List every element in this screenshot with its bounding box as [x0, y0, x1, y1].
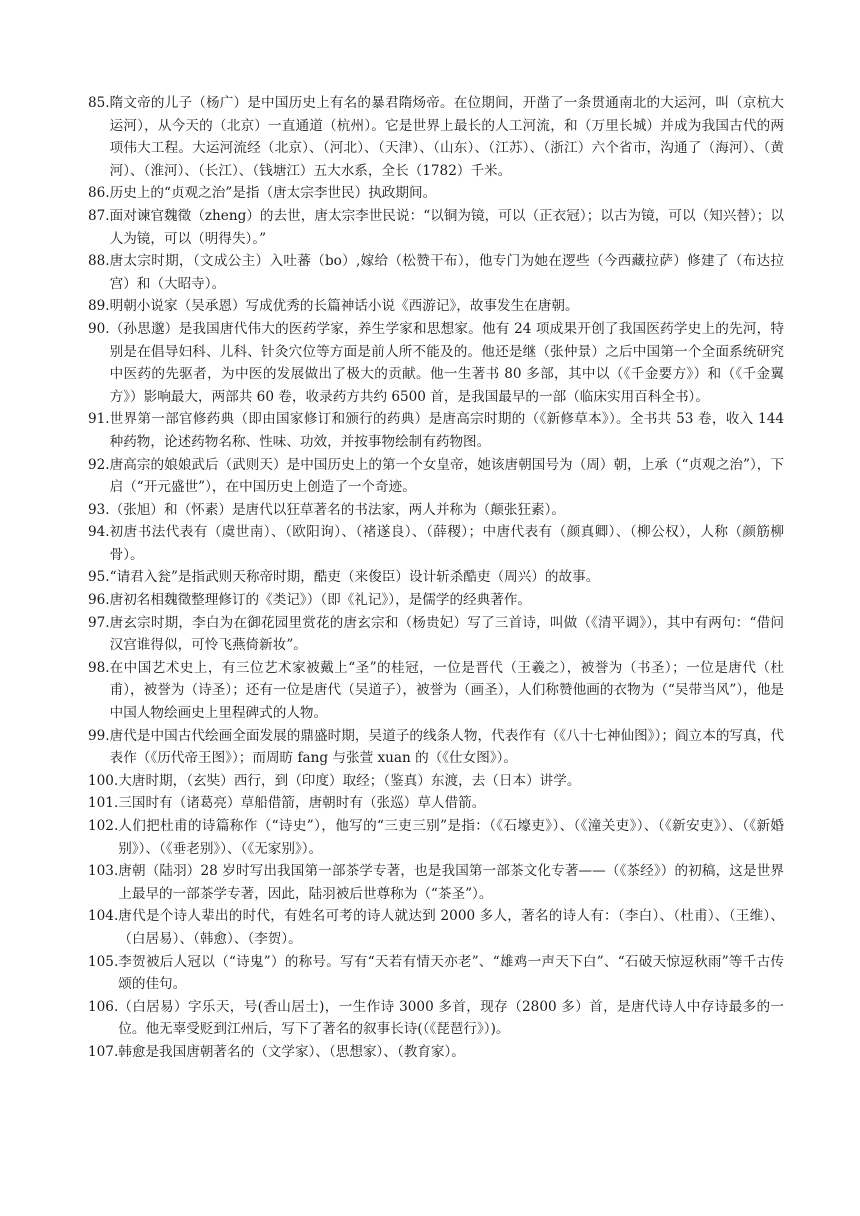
list-item	[88, 725, 784, 770]
item-number: 86.	[88, 185, 110, 202]
item-text: 唐高宗的娘娘武后（武则天）是中国历史上的第一个女皇帝，她该唐朝国号为（周）朝，上承（“贞观之治”），下启（“开元盛世”），在中国历史上创造了一个奇迹。	[109, 456, 784, 496]
document-page	[88, 92, 784, 1064]
item-number: 85.	[88, 95, 110, 111]
list-item	[88, 657, 784, 725]
list-item	[88, 250, 784, 295]
item-number: 101.	[88, 795, 119, 812]
item-text: “请君入瓮”是指武则天称帝时期，酷吏（来俊臣）设计斩杀酷吏（周兴）的故事。	[109, 569, 600, 586]
item-text: 人们把杜甫的诗篇称作（“诗史”），他写的“三吏三别”是指：（《石壕吏》）、（《潼关吏》）、（《新安吏》）、（《新婚别》）、（《垂老别》）、（《无家别》）。	[118, 818, 784, 857]
list-item	[88, 996, 784, 1041]
list-item	[88, 205, 784, 250]
list-item	[88, 182, 784, 205]
item-text: 历史上的“贞观之治”是指（唐太宗李世民）执政期间。	[109, 185, 437, 202]
list-item	[88, 770, 784, 793]
list-item	[88, 408, 784, 453]
item-number: 90.	[88, 320, 110, 337]
item-text: （张旭）和（怀素）是唐代以狂草著名的书法家，两人并称为（颠张狂素）。	[109, 501, 566, 518]
list-item	[88, 92, 784, 182]
item-number: 97.	[88, 614, 110, 631]
item-number: 94.	[88, 524, 110, 541]
item-text: 面对谏官魏徵（zheng）的去世，唐太宗李世民说：“以铜为镜，可以（正衣冠）；以古为镜，可以（知兴替）；以人为镜，可以（明得失）。”	[109, 207, 784, 247]
item-text: 唐代是中国古代绘画全面发展的鼎盛时期，吴道子的线条人物，代表作有（《八十七神仙图》）；阎立本的写真，代表作（《历代帝王图》）；而周昉 fang 与张萱 xuan 的（《仕女图》）。	[109, 727, 784, 767]
item-number: 93.	[88, 501, 110, 518]
item-text: （孙思邈）是我国唐代伟大的医药学家，养生学家和思想家。他有 24 项成果开创了我国医药学史上的先河，特别是在倡导妇科、儿科、针灸穴位等方面是前人所不能及的。他还是继（张仲景）之后中国第一个全面系统研究中医药的先驱者，为中医的发展做出了极大的贡献。他一生著书 80 多部，其中以（《千金要方》）和（《千金翼方》）影响最大，两部共 60 卷，收录药方共约 6500 首，是我国最早的一部（临床实用百科全书）。	[109, 320, 784, 405]
item-number: 99.	[88, 727, 110, 744]
item-text: 唐太宗时期，（文成公主）入吐蕃（bo）,嫁给（松赞干布），他专门为她在逻些（今西藏拉萨）修建了（布达拉宫）和（大昭寺）。	[109, 253, 784, 292]
list-item	[88, 499, 784, 522]
item-number: 103.	[88, 863, 119, 880]
list-item	[88, 454, 784, 499]
item-number: 88.	[88, 253, 110, 270]
item-number: 98.	[88, 659, 110, 676]
item-number: 95.	[88, 569, 110, 586]
list-item	[88, 1041, 784, 1064]
item-number: 87.	[88, 207, 110, 224]
item-number: 91.	[88, 411, 110, 428]
list-item	[88, 815, 784, 860]
item-text: 李贺被后人冠以（“诗鬼”）的称号。写有“天若有情天亦老”、“雄鸡一声天下白”、“石破天惊逗秋雨”等千古传颂的佳句。	[118, 953, 784, 993]
list-item	[88, 566, 784, 589]
list-item	[88, 295, 784, 318]
item-text: 在中国艺术史上，有三位艺术家被戴上“圣”的桂冠，一位是晋代（王羲之），被誉为（书圣）；一位是唐代（杜甫），被誉为（诗圣）；还有一位是唐代（吴道子），被誉为（画圣），人们称赞他画的衣物为（“吴带当风”），他是中国人物绘画史上里程碑式的人物。	[109, 659, 784, 722]
item-text: 隋文帝的儿子（杨广）是中国历史上有名的暴君隋炀帝。在位期间，开凿了一条贯通南北的大运河，叫（京杭大运河），从今天的（北京）一直通道（杭州）。它是世界上最长的人工河流，和（万里长城）并成为我国古代的两项伟大工程。大运河流经（北京）、（河北）、（天津）、（山东）、（江苏）、（浙江）六个省市，沟通了（海河）、（黄河）、（淮河）、（长江）、（钱塘江）五大水系，全长（1782）千米。	[109, 95, 784, 179]
list-item	[88, 612, 784, 657]
item-text: 唐代是个诗人辈出的时代，有姓名可考的诗人就达到 2000 多人，著名的诗人有：（李白）、（杜甫）、（王维）、（白居易）、（韩愈）、（李贺）。	[118, 908, 784, 947]
item-number: 89.	[88, 298, 110, 315]
item-number: 107.	[88, 1043, 119, 1060]
item-text: 大唐时期，（玄奘）西行，到（印度）取经；（鉴真）东渡，去（日本）讲学。	[118, 772, 581, 789]
item-text: 唐朝（陆羽）28 岁时写出我国第一部茶学专著，也是我国第一部茶文化专著——（《茶经》）的初稿，这是世界上最早的一部茶学专著，因此，陆羽被后世尊称为（“茶圣”）。	[118, 863, 784, 902]
list-item	[88, 521, 784, 566]
item-number: 104.	[88, 908, 119, 925]
item-text: 初唐书法代表有（虞世南）、（欧阳询）、（褚遂良）、（薛稷）；中唐代表有（颜真卿）、（柳公权），人称（颜筋柳骨）。	[109, 524, 784, 563]
item-number: 102.	[88, 818, 119, 834]
item-text: 明朝小说家（吴承恩）写成优秀的长篇神话小说《西游记》，故事发生在唐朝。	[109, 298, 579, 315]
item-number: 105.	[88, 953, 119, 970]
item-text: 三国时有（诸葛亮）草船借箭，唐朝时有（张巡）草人借箭。	[118, 795, 486, 812]
item-number: 92.	[88, 456, 110, 473]
list-item	[88, 951, 784, 996]
list-item	[88, 905, 784, 950]
item-text: 世界第一部官修药典（即由国家修订和颁行的药典）是唐高宗时期的（《新修草本》）。全书共 53 卷，收入 144 种药物，论述药物名称、性味、功效，并按事物绘制有药物图。	[109, 411, 784, 450]
list-item	[88, 318, 784, 408]
item-text: 唐初名相魏徵整理修订的《类记》）（即《礼记》），是儒学的经典著作。	[109, 592, 532, 609]
item-number: 106.	[88, 998, 119, 1015]
list-item	[88, 860, 784, 905]
item-number: 100.	[88, 772, 119, 789]
item-text: 韩愈是我国唐朝著名的（文学家）、（思想家）、（教育家）。	[118, 1043, 465, 1060]
list-item	[88, 589, 784, 612]
item-text: （白居易）字乐天，号(香山居士)，一生作诗 3000 多首，现存（2800 多）首，是唐代诗人中存诗最多的一位。他无辜受贬到江州后，写下了著名的叙事长诗(（《琵琶行》）)。	[118, 998, 784, 1038]
list-item	[88, 792, 784, 815]
item-number: 96.	[88, 592, 110, 609]
item-text: 唐玄宗时期，李白为在御花园里赏花的唐玄宗和（杨贵妃）写了三首诗，叫做（《清平调》），其中有两句：“借问汉宫谁得似，可怜飞燕倚新妆”。	[109, 614, 784, 654]
